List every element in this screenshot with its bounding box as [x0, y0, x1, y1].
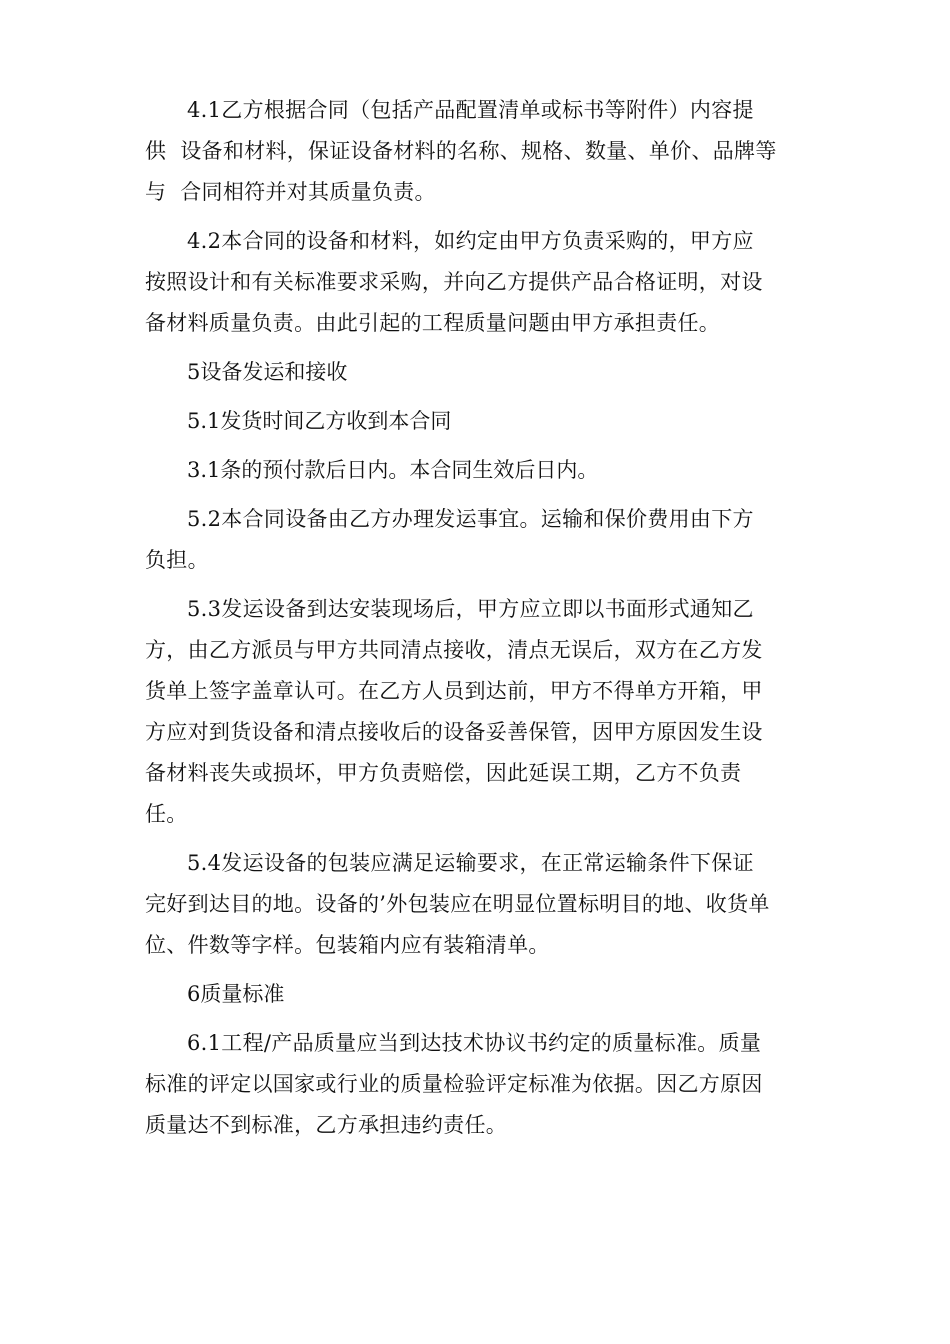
paragraph-5-1: 5.1发货时间乙方收到本合同	[187, 409, 452, 433]
paragraph-line: 位、件数等字样。包装箱内应有装箱清单。	[145, 933, 550, 957]
paragraph-line: 5.4发运设备的包装应满足运输要求，在正常运输条件下保证	[187, 851, 754, 875]
paragraph-line: 标准的评定以国家或行业的质量检验评定标准为依据。因乙方原因	[145, 1072, 763, 1096]
paragraph-line: 质量达不到标准，乙方承担违约责任。	[145, 1113, 508, 1137]
paragraph-line: 4.1乙方根据合同（包括产品配置清单或标书等附件）内容提	[187, 98, 754, 122]
paragraph-line: 任。	[145, 802, 188, 826]
section-heading-5: 5设备发运和接收	[187, 360, 348, 384]
paragraph-5-4	[145, 843, 810, 966]
paragraph-line: 与 合同相符并对其质量负责。	[145, 180, 436, 204]
paragraph-line: 4.2本合同的设备和材料，如约定由甲方负责采购的，甲方应	[187, 229, 754, 253]
paragraph-line: 货单上签字盖章认可。在乙方人员到达前，甲方不得单方开箱，甲	[145, 679, 763, 703]
paragraph-line: 方，由乙方派员与甲方共同清点接收，清点无误后，双方在乙方发	[145, 638, 763, 662]
paragraph-line: 供 设备和材料，保证设备材料的名称、规格、数量、单价、品牌等	[145, 139, 777, 163]
paragraph-6-1	[145, 1023, 810, 1146]
paragraph-line: 5.3发运设备到达安装现场后，甲方应立即以书面形式通知乙	[187, 597, 754, 621]
document-body	[145, 90, 810, 1146]
paragraph-5-2	[145, 499, 810, 581]
paragraph-line: 5.2本合同设备由乙方办理发运事宜。运输和保价费用由下方	[187, 507, 754, 531]
paragraph-line: 6.1工程/产品质量应当到达技术协议书约定的质量标准。质量	[187, 1031, 762, 1055]
paragraph-4-1	[145, 90, 810, 213]
paragraph-line: 备材料质量负责。由此引起的工程质量问题由甲方承担责任。	[145, 311, 721, 335]
paragraph-line: 完好到达目的地。设备的’外包装应在明显位置标明目的地、收货单	[145, 892, 770, 916]
section-heading-6: 6质量标准	[187, 982, 285, 1006]
paragraph-line: 方应对到货设备和清点接收后的设备妥善保管，因甲方原因发生设	[145, 720, 763, 744]
paragraph-line: 按照设计和有关标准要求采购，并向乙方提供产品合格证明，对设	[145, 270, 763, 294]
paragraph-line: 备材料丧失或损坏，甲方负责赔偿，因此延误工期，乙方不负责	[145, 761, 742, 785]
paragraph-line: 负担。	[145, 548, 209, 572]
paragraph-4-2	[145, 221, 810, 344]
paragraph-3-1: 3.1条的预付款后日内。本合同生效后日内。	[187, 458, 599, 482]
paragraph-5-3	[145, 589, 810, 835]
